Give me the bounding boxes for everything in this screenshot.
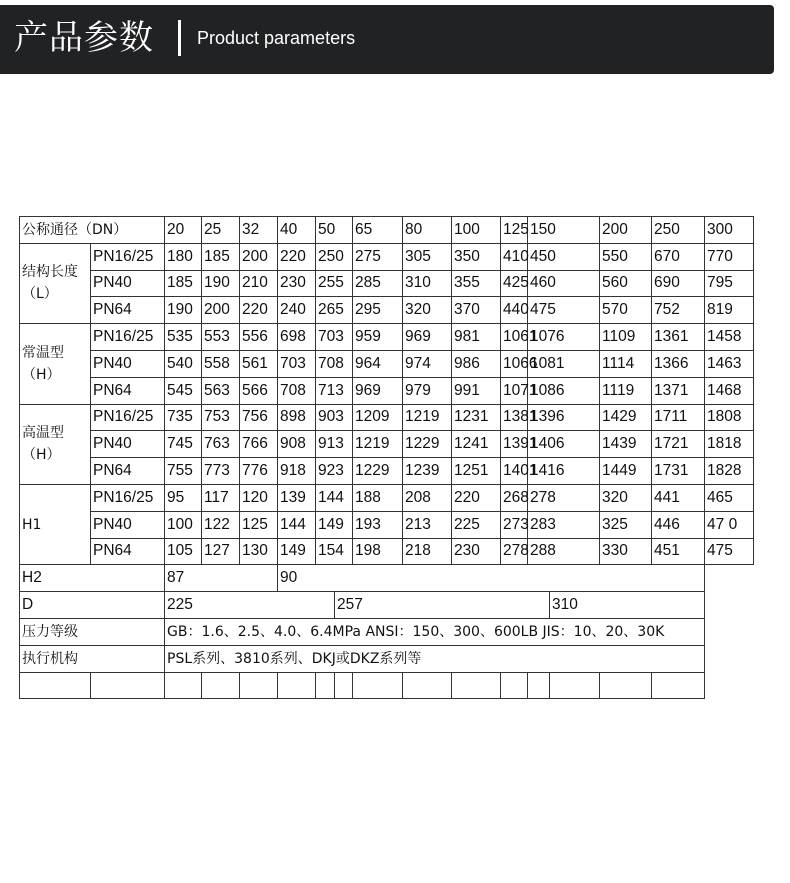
table-cell: 1449 [600, 458, 652, 485]
empty-cell [452, 672, 501, 698]
table-cell: 295 [353, 297, 403, 324]
dn-value: 150 [528, 217, 600, 244]
table-cell: 1209 [353, 404, 403, 431]
table-cell: 1371 [652, 377, 705, 404]
table-cell: 1416 [528, 458, 600, 485]
table-cell: 979 [403, 377, 452, 404]
pressure-class: PN64 [91, 297, 165, 324]
table-cell: 149 [316, 511, 353, 538]
dn-value: 20 [165, 217, 202, 244]
table-cell: 1229 [353, 458, 403, 485]
table-cell: 752 [652, 297, 705, 324]
table-cell: 570 [600, 297, 652, 324]
table-cell: 918 [278, 458, 316, 485]
table-cell: 127 [202, 538, 240, 565]
table-cell: 670 [652, 243, 705, 270]
table-cell: 47 0 [705, 511, 754, 538]
table-cell: 117 [202, 484, 240, 511]
table-cell: 903 [316, 404, 353, 431]
table-cell: 193 [353, 511, 403, 538]
table-cell: 255 [316, 270, 353, 297]
table-cell: 330 [600, 538, 652, 565]
header-title-cn: 产品参数 [14, 18, 154, 58]
group-label-line2: （H） [22, 366, 61, 383]
table-cell: 1066 [501, 350, 528, 377]
section-header [0, 5, 774, 74]
table-cell: 1219 [353, 431, 403, 458]
d-value: 310 [550, 592, 705, 619]
table-cell: 122 [202, 511, 240, 538]
group-label-line1: 结构长度 [22, 264, 78, 281]
group-label-line1: 常温型 [22, 344, 64, 361]
table-cell: 283 [528, 511, 600, 538]
table-row [20, 297, 754, 324]
table-cell: 130 [240, 538, 278, 565]
table-cell: 755 [165, 458, 202, 485]
table-cell: 225 [452, 511, 501, 538]
table-cell: 964 [353, 350, 403, 377]
table-cell: 553 [202, 324, 240, 351]
table-cell: 1808 [705, 404, 754, 431]
group-label-line2: （H） [22, 447, 61, 464]
table-cell: 991 [452, 377, 501, 404]
table-cell: 1241 [452, 431, 501, 458]
table-cell: 265 [316, 297, 353, 324]
table-cell: 763 [202, 431, 240, 458]
table-row [20, 377, 754, 404]
table-cell: 708 [316, 350, 353, 377]
table-cell: 969 [353, 377, 403, 404]
pressure-class: PN16/25 [91, 324, 165, 351]
table-cell: 1439 [600, 431, 652, 458]
table-cell: 561 [240, 350, 278, 377]
dn-value: 65 [353, 217, 403, 244]
actuator-row [20, 645, 754, 672]
table-cell: 795 [705, 270, 754, 297]
table-cell: 451 [652, 538, 705, 565]
table-cell: 1366 [652, 350, 705, 377]
dn-value: 80 [403, 217, 452, 244]
table-cell: 230 [278, 270, 316, 297]
dn-label: 公称通径（DN） [20, 217, 165, 244]
h2-row [20, 565, 754, 592]
table-cell: 703 [278, 350, 316, 377]
pressure-class: PN16/25 [91, 484, 165, 511]
h2-value: 87 [165, 565, 278, 592]
table-cell: 180 [165, 243, 202, 270]
table-cell: 745 [165, 431, 202, 458]
dn-value: 300 [705, 217, 754, 244]
table-cell: 923 [316, 458, 353, 485]
table-cell: 440 [501, 297, 528, 324]
table-cell: 139 [278, 484, 316, 511]
table-cell: 1406 [528, 431, 600, 458]
group-label-line1: H1 [22, 516, 42, 533]
table-cell: 1061 [501, 324, 528, 351]
pressure-class: PN40 [91, 511, 165, 538]
table-cell: 1721 [652, 431, 705, 458]
table-cell: 460 [528, 270, 600, 297]
pressure-label: 压力等级 [20, 618, 165, 645]
pressure-class: PN40 [91, 270, 165, 297]
table-cell: 144 [316, 484, 353, 511]
table-row [20, 538, 754, 565]
pressure-class: PN64 [91, 458, 165, 485]
table-cell: 1381 [501, 404, 528, 431]
group-label [20, 484, 91, 564]
table-cell: 703 [316, 324, 353, 351]
table-cell: 969 [403, 324, 452, 351]
table-cell: 200 [202, 297, 240, 324]
table-cell: 213 [403, 511, 452, 538]
table-cell: 275 [353, 243, 403, 270]
table-cell: 545 [165, 377, 202, 404]
table-cell: 981 [452, 324, 501, 351]
parameters-table [19, 216, 754, 699]
h2-label: H2 [20, 565, 165, 592]
table-cell: 959 [353, 324, 403, 351]
table-cell: 708 [278, 377, 316, 404]
table-row [20, 431, 754, 458]
pressure-class: PN16/25 [91, 243, 165, 270]
table-cell: 278 [501, 538, 528, 565]
group-label [20, 243, 91, 323]
group-label-line2: （L） [22, 286, 58, 303]
header-title-en: Product parameters [197, 28, 356, 48]
table-cell: 320 [403, 297, 452, 324]
pressure-class: PN64 [91, 377, 165, 404]
empty-cell [278, 672, 316, 698]
table-cell: 819 [705, 297, 754, 324]
table-cell: 100 [165, 511, 202, 538]
table-cell: 776 [240, 458, 278, 485]
table-cell: 1076 [528, 324, 600, 351]
table-cell: 278 [528, 484, 600, 511]
table-cell: 288 [528, 538, 600, 565]
table-cell: 1081 [528, 350, 600, 377]
dn-row [20, 217, 754, 244]
table-cell: 230 [452, 538, 501, 565]
d-label: D [20, 592, 165, 619]
table-cell: 1219 [403, 404, 452, 431]
table-cell: 220 [278, 243, 316, 270]
empty-cell [165, 672, 202, 698]
dn-value: 250 [652, 217, 705, 244]
table-cell: 1391 [501, 431, 528, 458]
empty-cell [652, 672, 705, 698]
empty-cell [528, 672, 550, 698]
table-cell: 1401 [501, 458, 528, 485]
table-cell: 446 [652, 511, 705, 538]
empty-cell [353, 672, 403, 698]
table-cell: 95 [165, 484, 202, 511]
table-cell: 698 [278, 324, 316, 351]
dn-value: 100 [452, 217, 501, 244]
actuator-value: PSL系列、3810系列、DKJ或DKZ系列等 [165, 645, 705, 672]
empty-cell [550, 672, 600, 698]
table-cell: 144 [278, 511, 316, 538]
table-cell: 208 [403, 484, 452, 511]
empty-row [20, 672, 754, 698]
table-cell: 1463 [705, 350, 754, 377]
table-cell: 305 [403, 243, 452, 270]
table-row [20, 270, 754, 297]
table-cell: 1731 [652, 458, 705, 485]
table-cell: 1071 [501, 377, 528, 404]
pressure-class: PN64 [91, 538, 165, 565]
table-cell: 540 [165, 350, 202, 377]
dn-value: 25 [202, 217, 240, 244]
table-cell: 1828 [705, 458, 754, 485]
table-cell: 285 [353, 270, 403, 297]
table-cell: 1361 [652, 324, 705, 351]
table-cell: 200 [240, 243, 278, 270]
empty-cell [501, 672, 528, 698]
table-row [20, 458, 754, 485]
table-cell: 1468 [705, 377, 754, 404]
table-cell: 1711 [652, 404, 705, 431]
table-cell: 1251 [452, 458, 501, 485]
table-cell: 1229 [403, 431, 452, 458]
table-cell: 149 [278, 538, 316, 565]
table-cell: 1458 [705, 324, 754, 351]
table-cell: 185 [165, 270, 202, 297]
table-cell: 154 [316, 538, 353, 565]
table-cell: 713 [316, 377, 353, 404]
table-cell: 450 [528, 243, 600, 270]
table-cell: 190 [202, 270, 240, 297]
table-cell: 320 [600, 484, 652, 511]
h2-value: 90 [278, 565, 705, 592]
table-cell: 773 [202, 458, 240, 485]
dn-value: 125 [501, 217, 528, 244]
table-cell: 556 [240, 324, 278, 351]
group-label-line1: 高温型 [22, 425, 64, 442]
d-value: 257 [335, 592, 550, 619]
pressure-class: PN16/25 [91, 404, 165, 431]
table-row [20, 484, 754, 511]
table-row [20, 404, 754, 431]
table-cell: 310 [403, 270, 452, 297]
pressure-class: PN40 [91, 431, 165, 458]
table-cell: 441 [652, 484, 705, 511]
dn-value: 200 [600, 217, 652, 244]
table-cell: 1119 [600, 377, 652, 404]
table-cell: 566 [240, 377, 278, 404]
table-cell: 350 [452, 243, 501, 270]
table-cell: 188 [353, 484, 403, 511]
group-label [20, 404, 91, 484]
table-cell: 370 [452, 297, 501, 324]
table-row [20, 243, 754, 270]
dn-value: 32 [240, 217, 278, 244]
table-cell: 218 [403, 538, 452, 565]
table-cell: 535 [165, 324, 202, 351]
dn-value: 40 [278, 217, 316, 244]
table-row [20, 324, 754, 351]
empty-cell [202, 672, 240, 698]
table-cell: 1396 [528, 404, 600, 431]
table-cell: 250 [316, 243, 353, 270]
table-row [20, 350, 754, 377]
table-cell: 753 [202, 404, 240, 431]
table-cell: 1429 [600, 404, 652, 431]
table-cell: 558 [202, 350, 240, 377]
table-cell: 410 [501, 243, 528, 270]
table-cell: 986 [452, 350, 501, 377]
empty-cell [335, 672, 353, 698]
table-cell: 690 [652, 270, 705, 297]
table-cell: 105 [165, 538, 202, 565]
table-cell: 190 [165, 297, 202, 324]
group-label [20, 324, 91, 404]
table-cell: 120 [240, 484, 278, 511]
table-cell: 1231 [452, 404, 501, 431]
table-cell: 1239 [403, 458, 452, 485]
table-cell: 770 [705, 243, 754, 270]
table-cell: 908 [278, 431, 316, 458]
table-cell: 220 [240, 297, 278, 324]
table-cell: 563 [202, 377, 240, 404]
empty-cell [600, 672, 652, 698]
dn-value: 50 [316, 217, 353, 244]
table-cell: 268 [501, 484, 528, 511]
table-cell: 550 [600, 243, 652, 270]
pressure-row [20, 618, 754, 645]
table-cell: 240 [278, 297, 316, 324]
table-cell: 475 [528, 297, 600, 324]
empty-cell [403, 672, 452, 698]
d-row [20, 592, 754, 619]
empty-cell [91, 672, 165, 698]
pressure-value: GB：1.6、2.5、4.0、6.4MPa ANSI：150、300、600LB JIS：10、20、30K [165, 618, 705, 645]
empty-cell [316, 672, 335, 698]
table-cell: 198 [353, 538, 403, 565]
table-cell: 355 [452, 270, 501, 297]
table-cell: 766 [240, 431, 278, 458]
table-cell: 273 [501, 511, 528, 538]
pressure-class: PN40 [91, 350, 165, 377]
d-value: 225 [165, 592, 335, 619]
table-cell: 475 [705, 538, 754, 565]
table-cell: 425 [501, 270, 528, 297]
table-cell: 913 [316, 431, 353, 458]
table-cell: 1818 [705, 431, 754, 458]
table-cell: 1114 [600, 350, 652, 377]
table-cell: 1109 [600, 324, 652, 351]
table-cell: 185 [202, 243, 240, 270]
table-row [20, 511, 754, 538]
table-cell: 560 [600, 270, 652, 297]
table-cell: 465 [705, 484, 754, 511]
empty-cell [240, 672, 278, 698]
table-cell: 125 [240, 511, 278, 538]
table-cell: 756 [240, 404, 278, 431]
actuator-label: 执行机构 [20, 645, 165, 672]
table-cell: 735 [165, 404, 202, 431]
table-cell: 325 [600, 511, 652, 538]
table-cell: 898 [278, 404, 316, 431]
table-cell: 1086 [528, 377, 600, 404]
empty-cell [20, 672, 91, 698]
header-divider [178, 20, 181, 56]
table-cell: 220 [452, 484, 501, 511]
table-cell: 210 [240, 270, 278, 297]
table-cell: 974 [403, 350, 452, 377]
